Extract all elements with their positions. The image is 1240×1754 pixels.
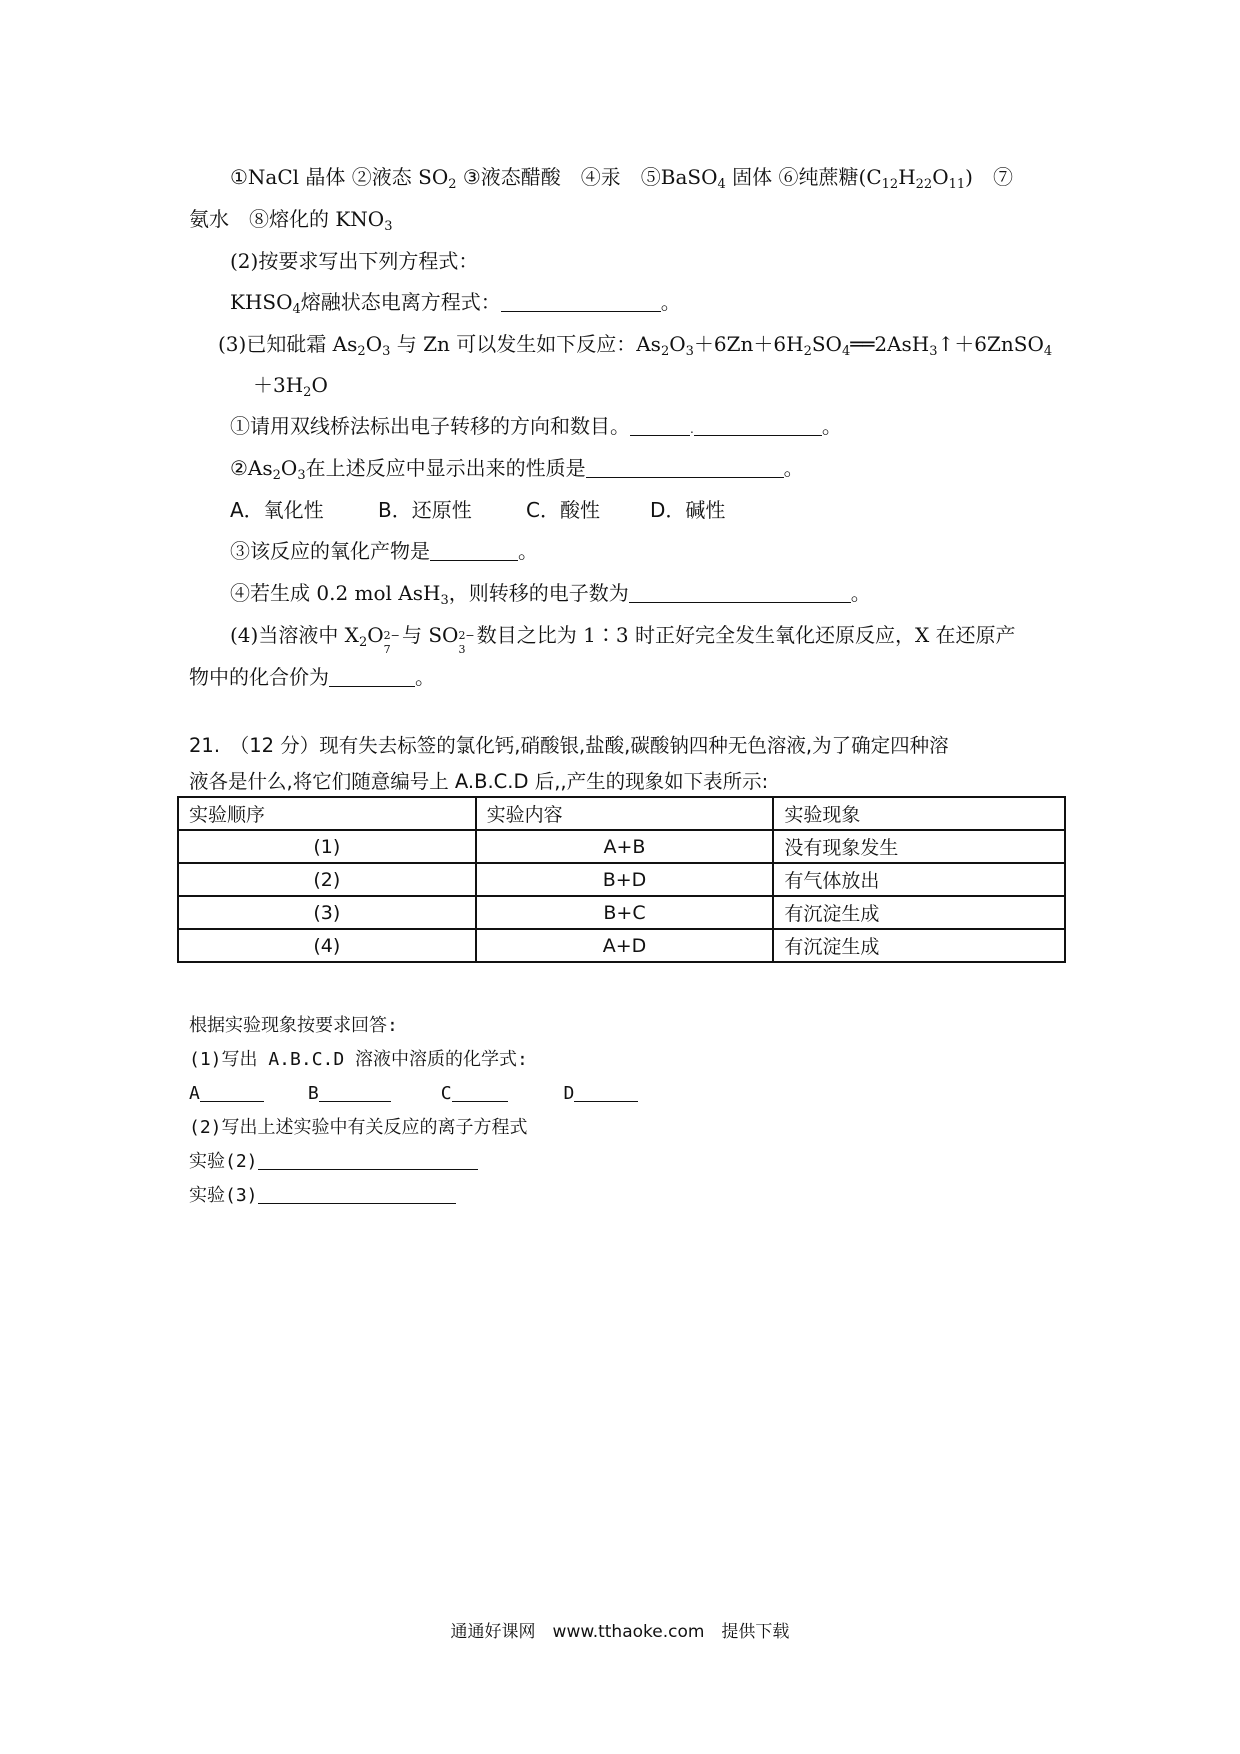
q21-sub2: (2)写出上述实验中有关反应的离子方程式 [189, 1117, 528, 1138]
q20-part3-q2: $②As_2O_3$在上述反应中显示出来的性质是 。 [230, 456, 804, 483]
option-b[interactable]: B．还原性 [378, 498, 472, 522]
table-header-row [178, 797, 1065, 830]
answer-blank[interactable] [430, 542, 518, 561]
answer-blank[interactable] [258, 1185, 456, 1204]
answer-blank[interactable] [586, 459, 784, 478]
q21-exp2-line: 实验(2) [189, 1148, 478, 1176]
answer-blank[interactable] [329, 668, 415, 687]
q21-sub1: (1)写出 A.B.C.D 溶液中溶质的化学式: [189, 1049, 528, 1070]
q20-items-line2: 氨水 ⑧熔化的 $KNO_3$ [189, 207, 393, 234]
table-row [178, 929, 1065, 962]
answer-blank[interactable] [501, 293, 661, 312]
q20-part3-reaction-line2: $+3H_2O$ [253, 373, 328, 400]
table-cell: 没有现象发生 [773, 830, 1065, 863]
q20-part3-q4: ④若生成 0.2 mol AsH$_3$，则转移的电子数为 。 [230, 581, 871, 608]
answer-blank[interactable] [200, 1083, 264, 1102]
q20-part2-equation: $KHSO_4$熔融状态电离方程式： 。 [230, 290, 681, 317]
table-cell: 有气体放出 [773, 863, 1065, 896]
q20-part2-title: (2)按要求写出下列方程式： [230, 249, 479, 273]
table-cell: A+B [476, 830, 774, 863]
table-cell: (4) [178, 929, 476, 962]
answer-blank[interactable] [452, 1083, 508, 1102]
q20-part4-line1: (4)当溶液中 $X_2O$ 2− 7 与 SO 2− 3 数目之比为 1∶3 时正好完全发生氧化还原反应，X 在还原产 [230, 623, 1016, 656]
table-cell: (1) [178, 830, 476, 863]
table-cell: (2) [178, 863, 476, 896]
answer-blank[interactable] [574, 1083, 638, 1102]
q20-part4-line2: 物中的化合价为 。 [189, 665, 435, 689]
table-cell: A+D [476, 929, 774, 962]
option-a[interactable]: A．氧化性 [230, 498, 324, 522]
table-header: 实验内容 [476, 797, 774, 830]
table-header: 实验现象 [773, 797, 1065, 830]
answer-blank[interactable] [630, 417, 690, 436]
q21-letters-line: A B C D [189, 1080, 638, 1108]
option-d[interactable]: D．碱性 [650, 498, 726, 522]
answer-blank[interactable] [694, 417, 822, 436]
table-row [178, 830, 1065, 863]
experiment-table [177, 796, 1066, 963]
q20-items-line1: ①NaCl 晶体 ②液态 $SO_2$ ③液态醋酸 ④汞 ⑤BaSO$_4$ 固体 ⑥纯蔗糖$(C_{12}H_{22}O_{11})$ ⑦ [230, 165, 1013, 192]
q21-intro-line1: 21. （12 分）现有失去标签的氯化钙,硝酸银,盐酸,碳酸钠四种无色溶液,为了确定四种溶 [189, 734, 949, 757]
answer-blank[interactable] [258, 1151, 478, 1170]
q21-answer-intro: 根据实验现象按要求回答: [189, 1015, 398, 1036]
q20-part3-q3: ③该反应的氧化产物是 。 [230, 539, 538, 563]
table-cell: (3) [178, 896, 476, 929]
q20-part3-reaction-line1: (3)已知砒霜 $As_2O_3$ 与 Zn 可以发生如下反应：$As_2O_3+6Zn+6H_2SO_4══2AsH_3↑+6ZnSO_4$ [218, 332, 1053, 359]
q21-exp3-line: 实验(3) [189, 1182, 456, 1210]
table-cell: 有沉淀生成 [773, 896, 1065, 929]
q20-part3-options [230, 496, 725, 524]
answer-blank[interactable] [319, 1083, 391, 1102]
q20-part3-q1: ①请用双线桥法标出电子转移的方向和数目。 . 。 [230, 414, 842, 438]
table-cell: 有沉淀生成 [773, 929, 1065, 962]
table-cell: B+C [476, 896, 774, 929]
page-footer: 通通好课网 www.tthaoke.com 提供下载 [450, 1622, 790, 1642]
q21-intro-line2: 液各是什么,将它们随意编号上 A.B.C.D 后,,产生的现象如下表所示: [189, 770, 769, 793]
option-c[interactable]: C．酸性 [526, 498, 600, 522]
answer-blank[interactable] [629, 584, 851, 603]
table-row [178, 863, 1065, 896]
table-cell: B+D [476, 863, 774, 896]
table-row [178, 896, 1065, 929]
table-header: 实验顺序 [178, 797, 476, 830]
